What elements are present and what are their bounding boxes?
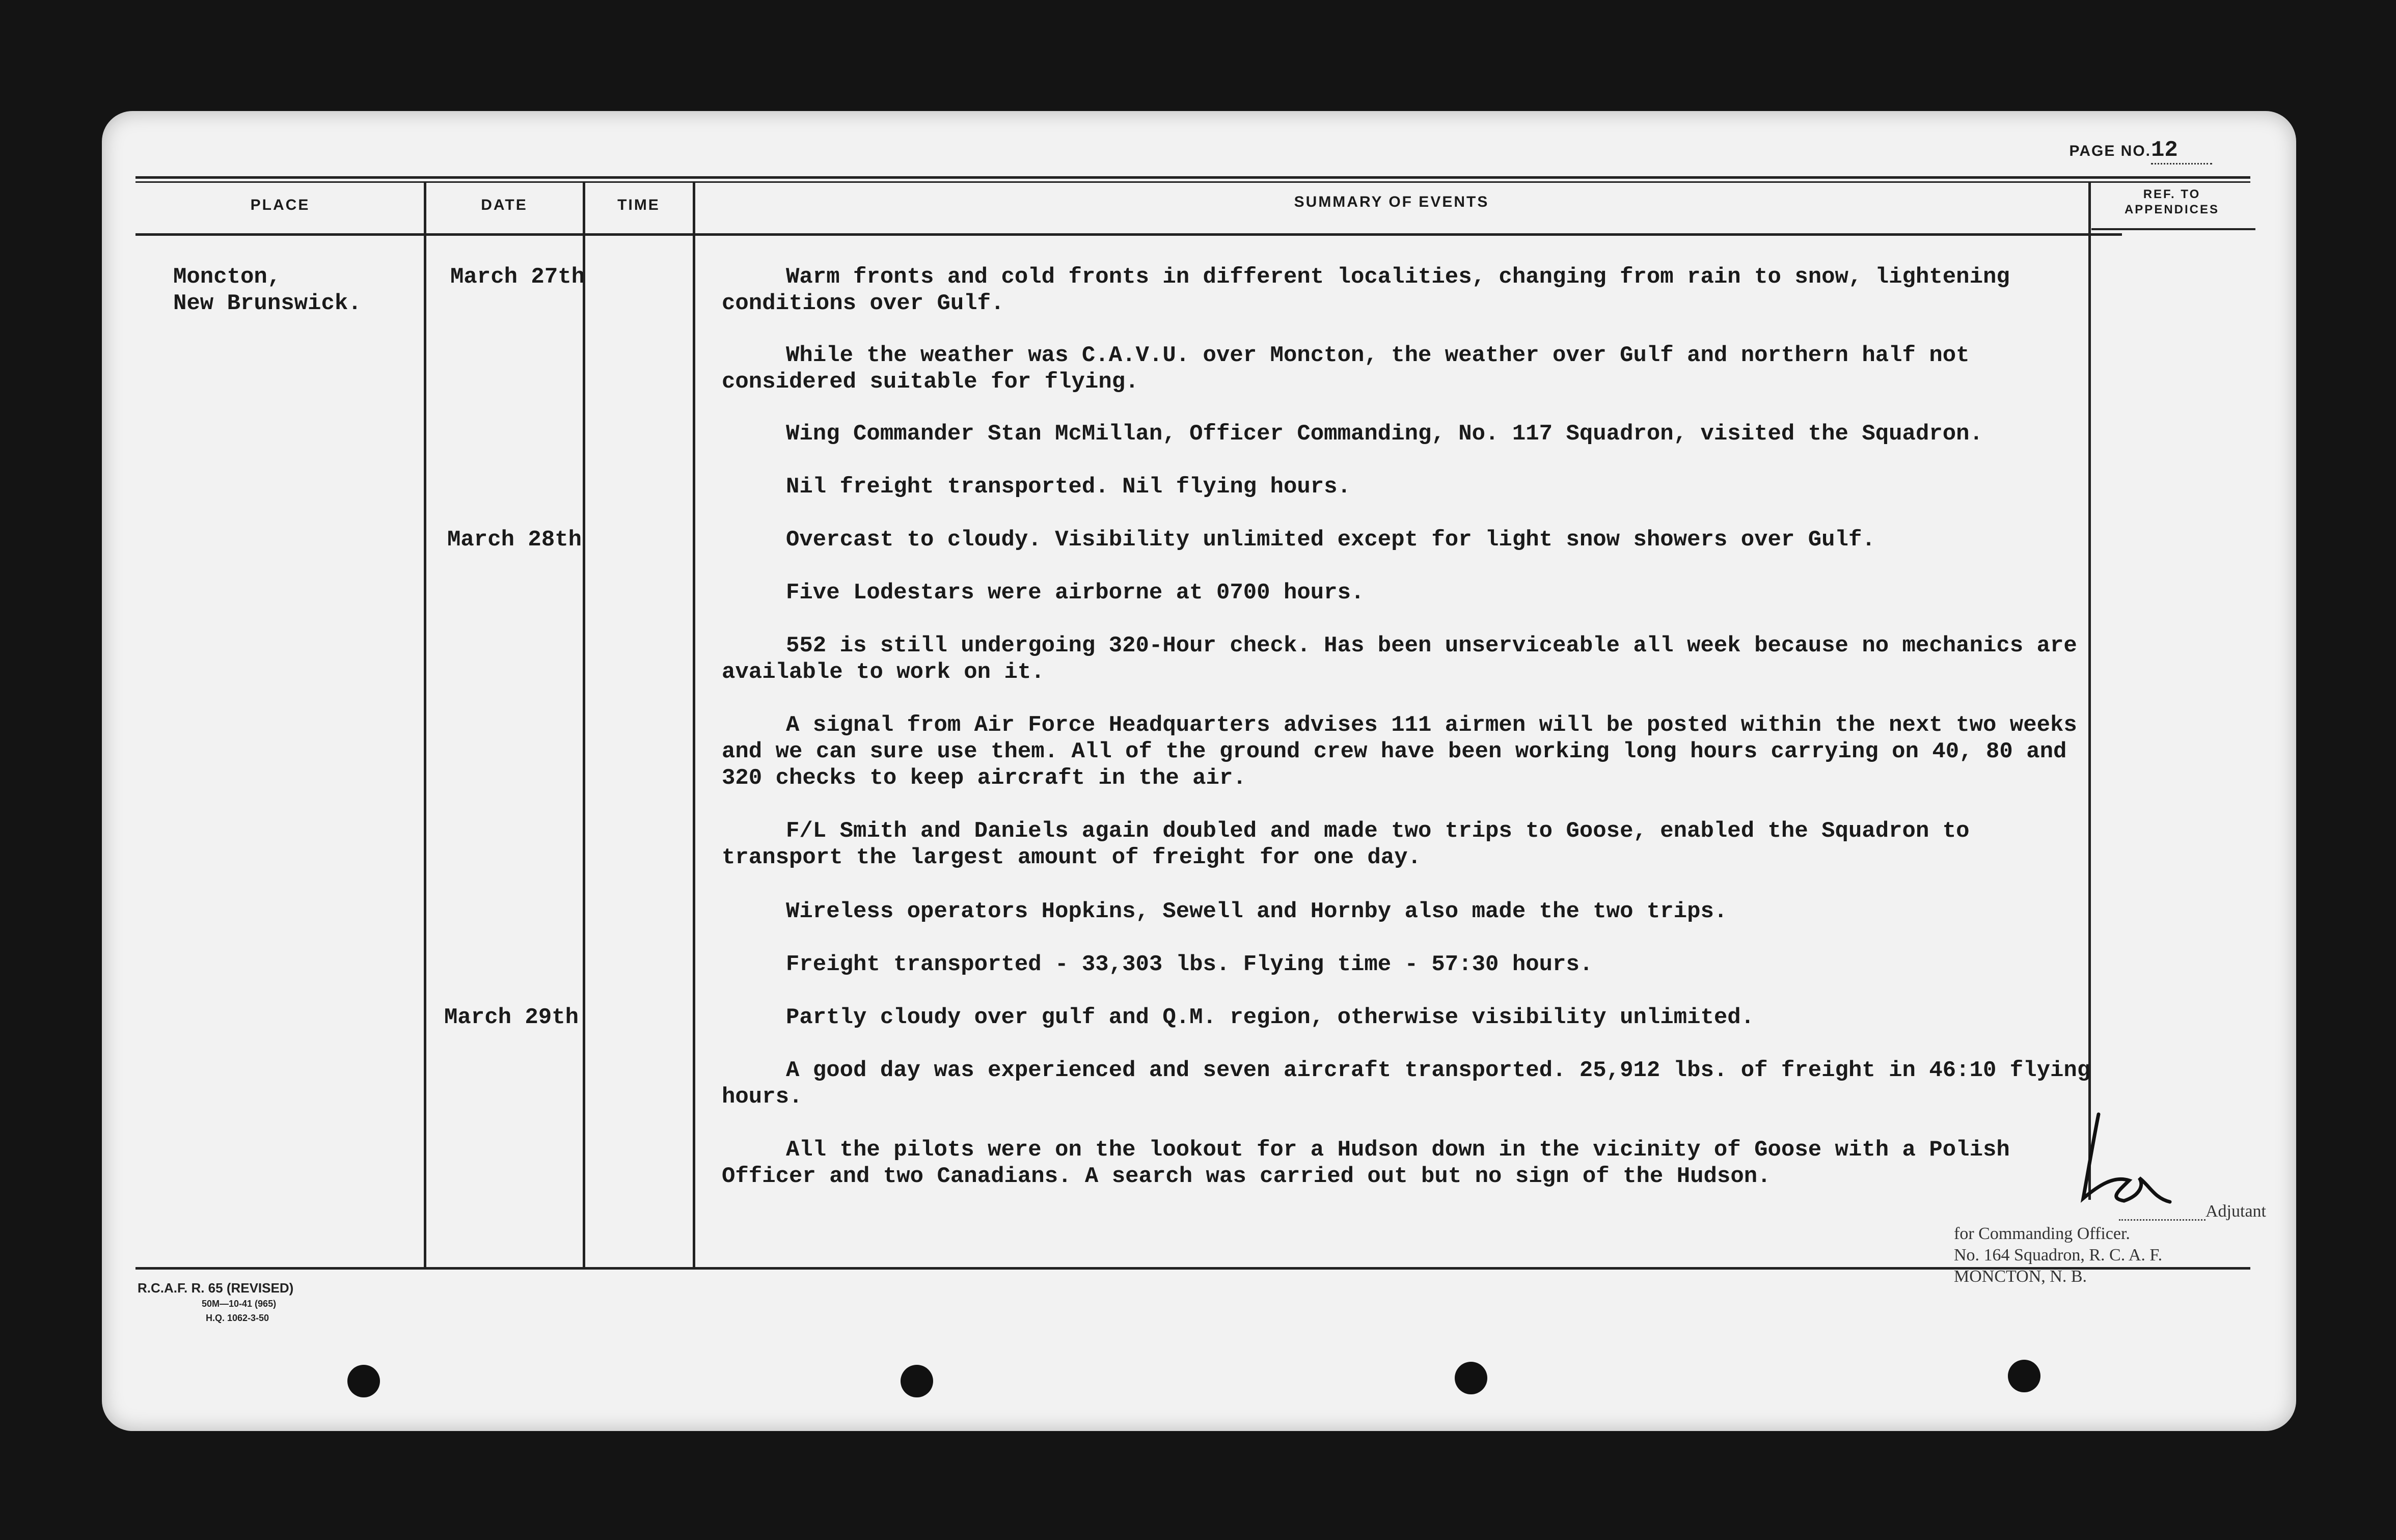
header-time: TIME — [617, 197, 660, 213]
top-rule-inner — [135, 181, 2250, 183]
place-line2: New Brunswick. — [173, 291, 362, 316]
bottom-rule — [135, 1267, 2250, 1270]
top-rule-outer — [135, 176, 2250, 179]
entry-8: A signal from Air Force Headquarters advises 111 airmen will be posted within the next two weeks and we can sure use them. All of the ground crew have been working long hours carrying on 40, 80 and 320 checks to keep aircraft in the air. — [722, 712, 2077, 791]
entry-11: Freight transported - 33,303 lbs. Flying time - 57:30 hours. — [786, 952, 1593, 977]
signature-line2: No. 164 Squadron, R. C. A. F. — [1954, 1246, 2163, 1264]
entry-13: A good day was experienced and seven aircraft transported. 25,912 lbs. of freight in 46:10 flying hours. — [722, 1058, 2091, 1110]
header-date: DATE — [481, 197, 528, 213]
divider-date-time — [583, 181, 585, 1270]
diary-page — [102, 111, 2296, 1431]
signature-title: Adjutant — [2206, 1202, 2266, 1221]
date-march-29: March 29th — [444, 1005, 579, 1030]
binder-hole — [2008, 1360, 2040, 1392]
divider-summary-ref — [2088, 181, 2091, 1200]
entry-9: F/L Smith and Daniels again doubled and made two trips to Goose, enabled the Squadron to transport the largest amount of freight for one day. — [722, 818, 1970, 870]
header-ref-line2: APPENDICES — [2124, 203, 2220, 216]
ref-header-rule — [2091, 228, 2255, 230]
form-id-line3: H.Q. 1062-3-50 — [206, 1313, 269, 1323]
divider-time-summary — [693, 181, 695, 1270]
binder-hole — [901, 1365, 933, 1397]
signature-line1: for Commanding Officer. — [1954, 1224, 2130, 1243]
entry-7: 552 is still undergoing 320-Hour check. Has been unserviceable all week because no mechanics are available to work on it. — [722, 633, 2077, 685]
place-line1: Moncton, — [173, 264, 281, 290]
entry-5: Overcast to cloudy. Visibility unlimited except for light snow showers over Gulf. — [786, 527, 1875, 553]
entry-12: Partly cloudy over gulf and Q.M. region, otherwise visibility unlimited. — [786, 1005, 1755, 1030]
page-number — [2070, 138, 2212, 164]
form-id-line1: R.C.A.F. R. 65 (REVISED) — [138, 1280, 294, 1296]
header-rule — [135, 233, 2122, 236]
entry-3: Wing Commander Stan McMillan, Officer Commanding, No. 117 Squadron, visited the Squadron. — [786, 421, 1983, 447]
entry-10: Wireless operators Hopkins, Sewell and Hornby also made the two trips. — [786, 899, 1728, 924]
form-id-line2: 50M—10-41 (965) — [202, 1299, 277, 1309]
entry-6: Five Lodestars were airborne at 0700 hours. — [786, 580, 1365, 606]
entry-4: Nil freight transported. Nil flying hours. — [786, 474, 1351, 500]
divider-place-date — [424, 181, 426, 1270]
page-number-value: 12 — [2151, 138, 2212, 164]
header-summary: SUMMARY OF EVENTS — [1294, 194, 1489, 210]
date-march-28: March 28th — [447, 527, 582, 553]
binder-hole — [1455, 1362, 1487, 1394]
entry-1: Warm fronts and cold fronts in different localities, changing from rain to snow, lightening conditions over Gulf. — [722, 264, 2010, 316]
date-march-27: March 27th — [450, 264, 585, 290]
header-place: PLACE — [250, 197, 310, 213]
binder-hole — [347, 1365, 380, 1397]
signature-dotted-line — [2119, 1219, 2206, 1221]
signature-line3: MONCTON, N. B. — [1954, 1267, 2087, 1286]
entry-2: While the weather was C.A.V.U. over Moncton, the weather over Gulf and northern half not considered suitable for flying. — [722, 343, 1970, 395]
entry-14: All the pilots were on the lookout for a Hudson down in the vicinity of Goose with a Polish Officer and two Canadians. A search was carried out but no sign of the Hudson. — [722, 1137, 2010, 1189]
handwritten-signature — [2068, 1109, 2185, 1221]
header-ref-line1: REF. TO — [2143, 187, 2201, 201]
page-number-label: PAGE NO. — [2069, 143, 2151, 159]
